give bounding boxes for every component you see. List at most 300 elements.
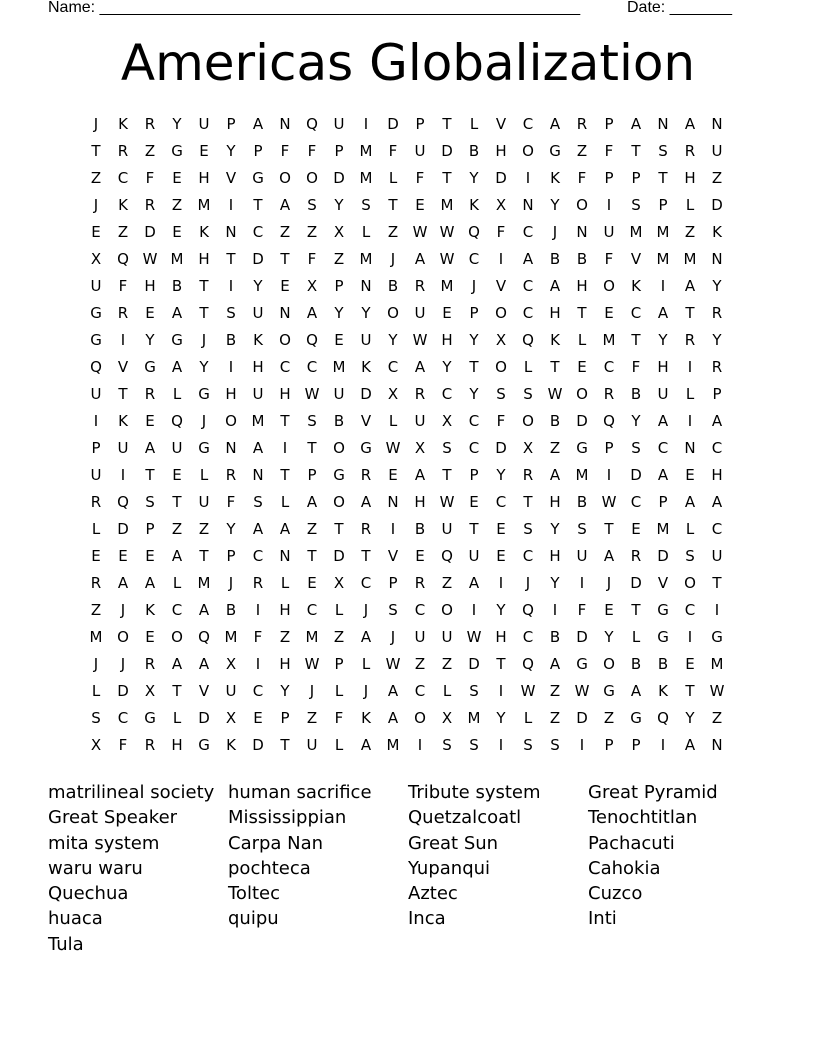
grid-letter[interactable]: S <box>523 520 533 538</box>
grid-letter[interactable]: D <box>144 223 156 241</box>
grid-letter[interactable]: L <box>280 574 290 592</box>
grid-letter[interactable]: J <box>93 115 99 133</box>
grid-letter[interactable]: D <box>252 736 264 754</box>
grid-letter[interactable]: S <box>145 493 155 511</box>
grid-letter[interactable]: A <box>657 466 669 484</box>
grid-letter[interactable]: P <box>469 304 479 322</box>
grid-letter[interactable]: C <box>630 304 642 322</box>
grid-letter[interactable]: P <box>226 547 236 565</box>
grid-letter[interactable]: L <box>172 709 182 727</box>
grid-letter[interactable]: X <box>225 655 237 673</box>
grid-letter[interactable]: B <box>576 493 588 511</box>
grid-letter[interactable]: R <box>144 655 156 673</box>
grid-letter[interactable]: R <box>414 385 426 403</box>
grid-letter[interactable]: G <box>360 439 372 457</box>
grid-letter[interactable]: Q <box>171 412 183 430</box>
grid-letter[interactable]: Q <box>522 655 534 673</box>
grid-letter[interactable]: C <box>414 601 426 619</box>
grid-letter[interactable]: P <box>604 115 614 133</box>
grid-letter[interactable]: Z <box>549 682 561 700</box>
grid-letter[interactable]: Z <box>441 655 453 673</box>
grid-letter[interactable]: C <box>630 493 642 511</box>
grid-letter[interactable]: I <box>498 682 504 700</box>
grid-letter[interactable]: A <box>279 196 291 214</box>
grid-letter[interactable]: U <box>711 547 723 565</box>
grid-letter[interactable]: I <box>120 331 126 349</box>
grid-letter[interactable]: Z <box>603 709 615 727</box>
grid-letter[interactable]: B <box>549 250 561 268</box>
grid-letter[interactable]: A <box>549 466 561 484</box>
grid-letter[interactable]: L <box>523 709 533 727</box>
grid-letter[interactable]: F <box>388 142 398 160</box>
grid-letter[interactable]: H <box>549 304 561 322</box>
grid-letter[interactable]: N <box>657 115 669 133</box>
grid-letter[interactable]: K <box>361 358 371 376</box>
grid-letter[interactable]: I <box>255 601 261 619</box>
grid-letter[interactable]: E <box>685 655 695 673</box>
grid-letter[interactable]: A <box>117 574 129 592</box>
grid-letter[interactable]: J <box>93 655 99 673</box>
grid-letter[interactable]: A <box>360 493 372 511</box>
grid-letter[interactable]: K <box>658 682 668 700</box>
grid-letter[interactable]: U <box>198 493 210 511</box>
grid-letter[interactable]: W <box>601 493 617 511</box>
grid-letter[interactable]: A <box>306 304 318 322</box>
grid-letter[interactable]: C <box>468 250 480 268</box>
grid-letter[interactable]: R <box>684 142 696 160</box>
grid-letter[interactable]: J <box>363 601 369 619</box>
grid-letter[interactable]: O <box>522 412 534 430</box>
grid-letter[interactable]: P <box>226 115 236 133</box>
grid-letter[interactable]: H <box>495 142 507 160</box>
grid-letter[interactable]: F <box>226 493 236 511</box>
grid-letter[interactable]: N <box>522 196 534 214</box>
grid-letter[interactable]: U <box>198 115 210 133</box>
grid-letter[interactable]: O <box>495 358 507 376</box>
grid-letter[interactable]: C <box>306 358 318 376</box>
grid-letter[interactable]: R <box>144 196 156 214</box>
grid-letter[interactable]: J <box>471 277 477 295</box>
grid-letter[interactable]: B <box>414 520 426 538</box>
grid-letter[interactable]: K <box>712 223 722 241</box>
grid-letter[interactable]: Y <box>469 385 479 403</box>
grid-letter[interactable]: L <box>172 574 182 592</box>
grid-letter[interactable]: D <box>360 385 372 403</box>
grid-letter[interactable]: G <box>144 709 156 727</box>
grid-letter[interactable]: E <box>91 223 101 241</box>
grid-letter[interactable]: W <box>439 493 455 511</box>
grid-letter[interactable]: R <box>225 466 237 484</box>
grid-letter[interactable]: E <box>145 547 155 565</box>
grid-letter[interactable]: H <box>279 385 291 403</box>
grid-letter[interactable]: Z <box>576 142 588 160</box>
grid-letter[interactable]: J <box>201 331 207 349</box>
grid-letter[interactable]: S <box>631 196 641 214</box>
grid-letter[interactable]: S <box>307 196 317 214</box>
grid-letter[interactable]: D <box>630 574 642 592</box>
grid-letter[interactable]: M <box>251 412 265 430</box>
grid-letter[interactable]: E <box>469 493 479 511</box>
grid-letter[interactable]: F <box>253 628 263 646</box>
grid-letter[interactable]: C <box>441 385 453 403</box>
grid-letter[interactable]: R <box>603 385 615 403</box>
grid-letter[interactable]: K <box>145 601 155 619</box>
grid-letter[interactable]: P <box>631 736 641 754</box>
grid-letter[interactable]: I <box>525 169 531 187</box>
grid-letter[interactable]: E <box>604 601 614 619</box>
grid-letter[interactable]: K <box>199 223 209 241</box>
grid-letter[interactable]: Z <box>333 628 345 646</box>
grid-letter[interactable]: Z <box>549 709 561 727</box>
grid-letter[interactable]: A <box>198 655 210 673</box>
grid-letter[interactable]: A <box>549 655 561 673</box>
grid-letter[interactable]: R <box>144 736 156 754</box>
grid-letter[interactable]: D <box>495 169 507 187</box>
grid-letter[interactable]: Z <box>711 169 723 187</box>
grid-letter[interactable]: Q <box>90 358 102 376</box>
grid-letter[interactable]: J <box>228 574 234 592</box>
grid-letter[interactable]: E <box>442 304 452 322</box>
grid-letter[interactable]: M <box>386 736 400 754</box>
grid-letter[interactable]: K <box>118 196 128 214</box>
grid-letter[interactable]: G <box>549 142 561 160</box>
grid-letter[interactable]: G <box>171 142 183 160</box>
grid-letter[interactable]: H <box>657 358 669 376</box>
grid-letter[interactable]: S <box>523 736 533 754</box>
grid-letter[interactable]: H <box>441 331 453 349</box>
grid-letter[interactable]: I <box>471 601 477 619</box>
grid-letter[interactable]: Y <box>469 331 479 349</box>
grid-letter[interactable]: T <box>604 520 614 538</box>
grid-letter[interactable]: A <box>711 412 723 430</box>
grid-letter[interactable]: A <box>387 709 399 727</box>
grid-letter[interactable]: X <box>90 736 102 754</box>
grid-letter[interactable]: K <box>226 736 236 754</box>
grid-letter[interactable]: F <box>577 601 587 619</box>
grid-letter[interactable]: T <box>496 655 506 673</box>
grid-letter[interactable]: Q <box>306 115 318 133</box>
grid-letter[interactable]: C <box>414 682 426 700</box>
grid-letter[interactable]: P <box>469 466 479 484</box>
grid-letter[interactable]: A <box>414 358 426 376</box>
grid-letter[interactable]: T <box>442 169 452 187</box>
grid-letter[interactable]: R <box>414 277 426 295</box>
grid-letter[interactable]: Y <box>199 358 209 376</box>
grid-letter[interactable]: H <box>279 655 291 673</box>
grid-letter[interactable]: T <box>307 439 317 457</box>
grid-letter[interactable]: H <box>198 169 210 187</box>
grid-letter[interactable]: L <box>361 223 371 241</box>
grid-letter[interactable]: E <box>145 304 155 322</box>
grid-letter[interactable]: R <box>117 142 129 160</box>
grid-letter[interactable]: Y <box>496 466 506 484</box>
grid-letter[interactable]: F <box>307 142 317 160</box>
grid-letter[interactable]: C <box>522 115 534 133</box>
grid-letter[interactable]: T <box>712 574 722 592</box>
grid-letter[interactable]: H <box>225 385 237 403</box>
grid-letter[interactable]: X <box>90 250 102 268</box>
grid-letter[interactable]: E <box>685 466 695 484</box>
grid-letter[interactable]: E <box>172 466 182 484</box>
grid-letter[interactable]: R <box>144 115 156 133</box>
grid-letter[interactable]: I <box>363 115 369 133</box>
grid-letter[interactable]: I <box>660 736 666 754</box>
grid-letter[interactable]: V <box>495 115 507 133</box>
grid-letter[interactable]: V <box>225 169 237 187</box>
grid-letter[interactable]: Z <box>171 520 183 538</box>
grid-letter[interactable]: Y <box>172 115 182 133</box>
grid-letter[interactable]: W <box>709 682 725 700</box>
grid-letter[interactable]: Y <box>658 331 668 349</box>
grid-letter[interactable]: M <box>359 250 373 268</box>
grid-letter[interactable]: K <box>550 169 560 187</box>
grid-letter[interactable]: A <box>252 439 264 457</box>
grid-letter[interactable]: T <box>631 331 641 349</box>
grid-letter[interactable]: A <box>630 682 642 700</box>
grid-letter[interactable]: D <box>252 250 264 268</box>
grid-letter[interactable]: F <box>496 412 506 430</box>
grid-letter[interactable]: F <box>280 142 290 160</box>
grid-letter[interactable]: J <box>120 601 126 619</box>
grid-letter[interactable]: C <box>117 709 129 727</box>
grid-letter[interactable]: L <box>631 628 641 646</box>
grid-letter[interactable]: X <box>225 709 237 727</box>
grid-letter[interactable]: L <box>685 196 695 214</box>
grid-letter[interactable]: E <box>280 277 290 295</box>
grid-letter[interactable]: R <box>684 331 696 349</box>
grid-letter[interactable]: V <box>657 574 669 592</box>
grid-letter[interactable]: I <box>228 277 234 295</box>
grid-letter[interactable]: E <box>631 520 641 538</box>
grid-letter[interactable]: Y <box>604 628 614 646</box>
grid-letter[interactable]: T <box>577 304 587 322</box>
grid-letter[interactable]: T <box>199 547 209 565</box>
grid-letter[interactable]: S <box>307 412 317 430</box>
grid-letter[interactable]: J <box>201 412 207 430</box>
grid-letter[interactable]: Y <box>712 277 722 295</box>
grid-letter[interactable]: U <box>711 142 723 160</box>
grid-letter[interactable]: P <box>91 439 101 457</box>
grid-letter[interactable]: O <box>603 277 615 295</box>
grid-letter[interactable]: K <box>631 277 641 295</box>
grid-letter[interactable]: W <box>304 655 320 673</box>
grid-letter[interactable]: K <box>361 709 371 727</box>
grid-letter[interactable]: I <box>498 574 504 592</box>
grid-letter[interactable]: T <box>199 277 209 295</box>
grid-letter[interactable]: J <box>363 682 369 700</box>
grid-letter[interactable]: C <box>711 520 723 538</box>
grid-letter[interactable]: D <box>576 628 588 646</box>
grid-letter[interactable]: S <box>361 196 371 214</box>
grid-letter[interactable]: O <box>576 196 588 214</box>
grid-letter[interactable]: Z <box>306 223 318 241</box>
grid-letter[interactable]: I <box>606 466 612 484</box>
grid-letter[interactable]: T <box>388 196 398 214</box>
grid-letter[interactable]: T <box>280 412 290 430</box>
grid-letter[interactable]: Z <box>549 439 561 457</box>
grid-letter[interactable]: R <box>90 493 102 511</box>
grid-letter[interactable]: L <box>334 736 344 754</box>
grid-letter[interactable]: E <box>334 331 344 349</box>
grid-letter[interactable]: E <box>172 223 182 241</box>
grid-letter[interactable]: S <box>442 736 452 754</box>
grid-letter[interactable]: X <box>495 331 507 349</box>
grid-letter[interactable]: S <box>253 493 263 511</box>
grid-letter[interactable]: A <box>657 304 669 322</box>
grid-letter[interactable]: T <box>280 250 290 268</box>
grid-letter[interactable]: P <box>604 736 614 754</box>
grid-letter[interactable]: G <box>198 385 210 403</box>
grid-letter[interactable]: K <box>253 331 263 349</box>
name-field[interactable]: Name: ______________________________________________________ <box>48 0 581 16</box>
grid-letter[interactable]: T <box>442 115 452 133</box>
grid-letter[interactable]: U <box>360 331 372 349</box>
grid-letter[interactable]: A <box>684 277 696 295</box>
grid-letter[interactable]: C <box>468 439 480 457</box>
grid-letter[interactable]: P <box>280 709 290 727</box>
grid-letter[interactable]: T <box>469 520 479 538</box>
grid-letter[interactable]: G <box>252 169 264 187</box>
grid-letter[interactable]: M <box>170 250 184 268</box>
grid-letter[interactable]: P <box>712 385 722 403</box>
grid-letter[interactable]: P <box>604 439 614 457</box>
grid-letter[interactable]: G <box>198 439 210 457</box>
grid-letter[interactable]: I <box>228 196 234 214</box>
grid-letter[interactable]: H <box>495 628 507 646</box>
grid-letter[interactable]: C <box>522 547 534 565</box>
grid-letter[interactable]: Z <box>711 709 723 727</box>
grid-letter[interactable]: C <box>711 439 723 457</box>
grid-letter[interactable]: Z <box>306 520 318 538</box>
grid-letter[interactable]: L <box>334 682 344 700</box>
grid-letter[interactable]: L <box>172 385 182 403</box>
grid-letter[interactable]: N <box>711 115 723 133</box>
grid-letter[interactable]: W <box>547 385 563 403</box>
grid-letter[interactable]: P <box>334 142 344 160</box>
grid-letter[interactable]: S <box>388 601 398 619</box>
grid-letter[interactable]: Y <box>550 196 560 214</box>
grid-letter[interactable]: C <box>495 493 507 511</box>
grid-letter[interactable]: V <box>117 358 129 376</box>
grid-letter[interactable]: Y <box>388 331 398 349</box>
grid-letter[interactable]: C <box>657 439 669 457</box>
grid-letter[interactable]: J <box>552 223 558 241</box>
grid-letter[interactable]: L <box>523 358 533 376</box>
grid-letter[interactable]: W <box>520 682 536 700</box>
grid-letter[interactable]: C <box>279 358 291 376</box>
grid-letter[interactable]: M <box>440 277 454 295</box>
grid-letter[interactable]: C <box>522 277 534 295</box>
grid-letter[interactable]: C <box>684 601 696 619</box>
grid-letter[interactable]: U <box>657 385 669 403</box>
grid-letter[interactable]: A <box>279 520 291 538</box>
grid-letter[interactable]: V <box>495 277 507 295</box>
grid-letter[interactable]: P <box>145 520 155 538</box>
grid-letter[interactable]: C <box>252 682 264 700</box>
grid-letter[interactable]: P <box>388 574 398 592</box>
grid-letter[interactable]: U <box>117 439 129 457</box>
grid-letter[interactable]: S <box>469 736 479 754</box>
grid-letter[interactable]: R <box>711 358 723 376</box>
grid-letter[interactable]: X <box>441 709 453 727</box>
grid-letter[interactable]: R <box>360 520 372 538</box>
grid-letter[interactable]: O <box>576 385 588 403</box>
grid-letter[interactable]: Z <box>90 169 102 187</box>
grid-letter[interactable]: L <box>577 331 587 349</box>
grid-letter[interactable]: Z <box>279 223 291 241</box>
grid-letter[interactable]: Y <box>496 709 506 727</box>
grid-letter[interactable]: Q <box>657 709 669 727</box>
grid-letter[interactable]: I <box>687 358 693 376</box>
grid-letter[interactable]: G <box>90 331 102 349</box>
grid-letter[interactable]: I <box>687 628 693 646</box>
grid-letter[interactable]: C <box>387 358 399 376</box>
grid-letter[interactable]: D <box>333 169 345 187</box>
grid-letter[interactable]: B <box>657 655 669 673</box>
grid-letter[interactable]: L <box>469 115 479 133</box>
grid-letter[interactable]: S <box>523 385 533 403</box>
grid-letter[interactable]: E <box>145 412 155 430</box>
grid-letter[interactable]: G <box>198 736 210 754</box>
grid-letter[interactable]: B <box>171 277 183 295</box>
grid-letter[interactable]: E <box>604 304 614 322</box>
grid-letter[interactable]: J <box>390 628 396 646</box>
grid-letter[interactable]: U <box>90 385 102 403</box>
grid-letter[interactable]: P <box>415 115 425 133</box>
grid-letter[interactable]: R <box>576 115 588 133</box>
grid-letter[interactable]: B <box>549 412 561 430</box>
grid-letter[interactable]: N <box>225 223 237 241</box>
grid-letter[interactable]: D <box>441 142 453 160</box>
grid-letter[interactable]: S <box>658 142 668 160</box>
grid-letter[interactable]: I <box>498 250 504 268</box>
grid-letter[interactable]: K <box>550 331 560 349</box>
grid-letter[interactable]: U <box>252 304 264 322</box>
grid-letter[interactable]: M <box>575 466 589 484</box>
grid-letter[interactable]: E <box>145 628 155 646</box>
grid-letter[interactable]: F <box>145 169 155 187</box>
grid-letter[interactable]: F <box>415 169 425 187</box>
grid-letter[interactable]: G <box>576 439 588 457</box>
grid-letter[interactable]: I <box>93 412 99 430</box>
grid-letter[interactable]: H <box>576 277 588 295</box>
grid-letter[interactable]: N <box>279 304 291 322</box>
grid-letter[interactable]: U <box>414 628 426 646</box>
grid-letter[interactable]: D <box>117 520 129 538</box>
grid-letter[interactable]: E <box>415 196 425 214</box>
grid-letter[interactable]: D <box>117 682 129 700</box>
grid-letter[interactable]: A <box>144 574 156 592</box>
grid-letter[interactable]: C <box>117 169 129 187</box>
grid-letter[interactable]: F <box>118 277 128 295</box>
grid-letter[interactable]: Y <box>361 304 371 322</box>
grid-letter[interactable]: U <box>252 385 264 403</box>
grid-letter[interactable]: A <box>630 115 642 133</box>
grid-letter[interactable]: A <box>171 304 183 322</box>
grid-letter[interactable]: P <box>253 142 263 160</box>
grid-letter[interactable]: G <box>630 709 642 727</box>
grid-letter[interactable]: T <box>91 142 101 160</box>
grid-letter[interactable]: W <box>439 223 455 241</box>
grid-letter[interactable]: H <box>279 601 291 619</box>
grid-letter[interactable]: O <box>117 628 129 646</box>
grid-letter[interactable]: I <box>660 277 666 295</box>
grid-letter[interactable]: S <box>685 547 695 565</box>
grid-letter[interactable]: A <box>684 115 696 133</box>
grid-letter[interactable]: A <box>711 493 723 511</box>
grid-letter[interactable]: T <box>631 142 641 160</box>
grid-letter[interactable]: Y <box>334 304 344 322</box>
